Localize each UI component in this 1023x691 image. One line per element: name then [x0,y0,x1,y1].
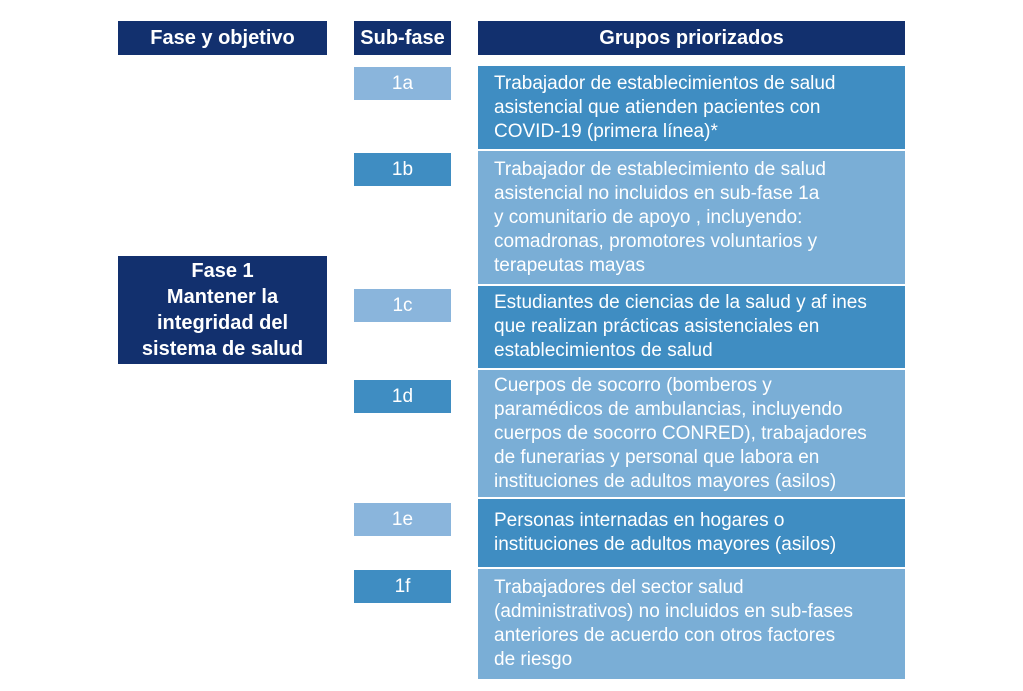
group-row-1d [478,370,905,499]
group-row-1a [478,66,905,151]
subphase-1c: 1c [354,289,451,322]
phase-box [118,256,327,364]
subphase-1a: 1a [354,67,451,100]
subphase-1e: 1e [354,503,451,536]
subphase-1f: 1f [354,570,451,603]
group-text-1c: Estudiantes de ciencias de la salud y af ines que realizan prácticas asistenciales en establecimientos de salud [494,292,867,361]
group-row-1b [478,151,905,286]
subphase-1d: 1d [354,380,451,413]
header-groups: Grupos priorizados [478,21,905,55]
group-row-1f [478,569,905,679]
subphase-1b: 1b [354,153,451,186]
phase-objective-line-2: integridad del [156,312,289,334]
phase-objective-line-3: sistema de salud [141,338,304,360]
group-text-1b: Trabajador de establecimiento de salud asistencial no incluidos en sub-fase 1a y comunitario de apoyo , incluyendo: comadronas, promotores voluntarios y terapeutas mayas [494,158,826,276]
header-subphase: Sub-fase [354,21,451,55]
group-text-1e: Personas internadas en hogares o instituciones de adultos mayores (asilos) [494,510,837,555]
group-text-1a: Trabajador de establecimientos de salud asistencial que atienden pacientes con COVID-19 (primera línea)* [494,72,836,142]
phase-objective-line-1: Mantener la [166,286,279,308]
group-text-1d: Cuerpos de socorro (bomberos y paramédicos de ambulancias, incluyendo cuerpos de socorro CONRED), trabajadores de funerarias y personal que labora en instituciones de adultos mayores (asilos) [494,374,867,492]
group-row-1e [478,499,905,569]
header-phase: Fase y objetivo [118,21,327,55]
group-text-1f: Trabajadores del sector salud (administrativos) no incluidos en sub-fases anteriores de acuerdo con otros factores de riesgo [494,577,854,670]
group-row-1c [478,286,905,370]
phase-title: Fase 1 [191,260,254,282]
